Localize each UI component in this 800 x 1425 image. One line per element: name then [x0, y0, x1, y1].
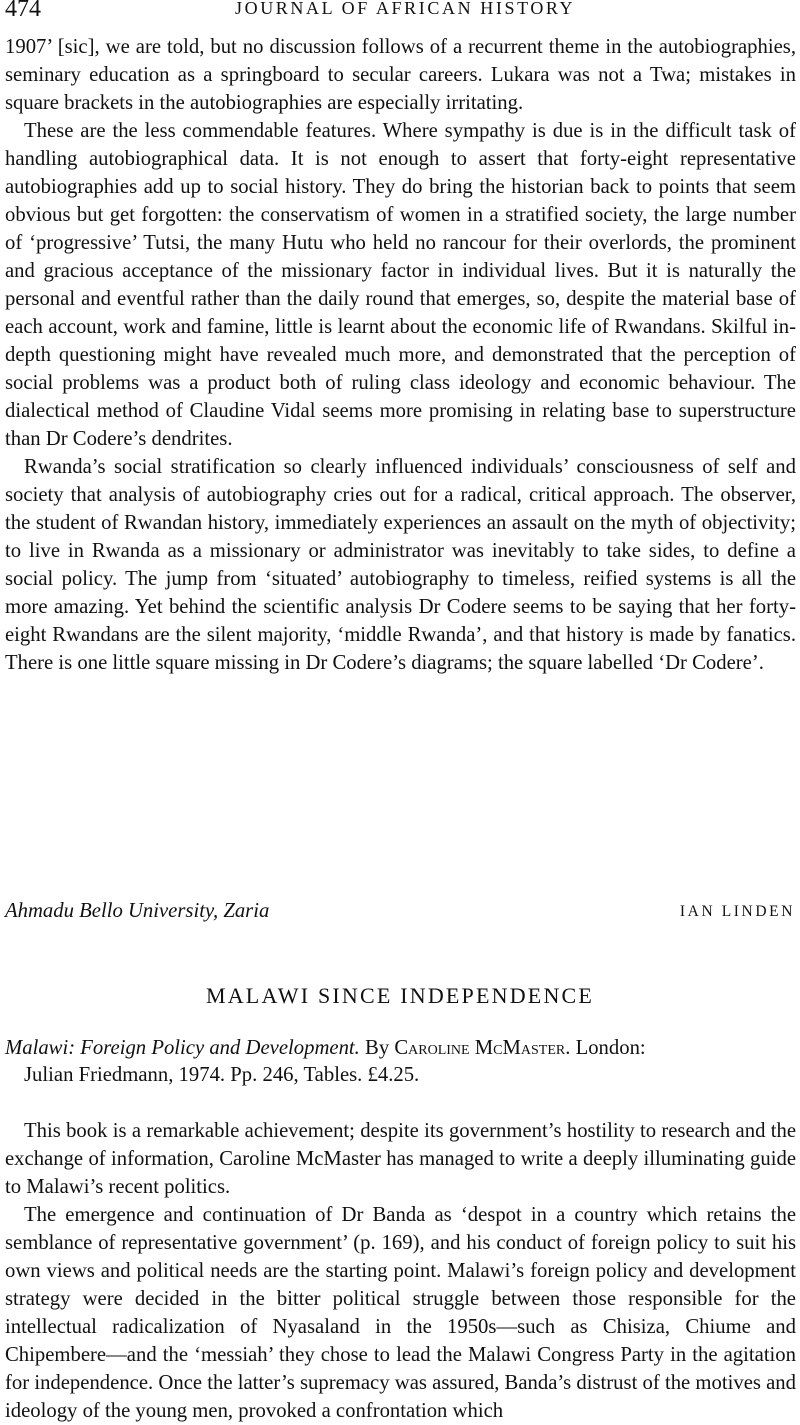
citation-details-1: . London: [565, 1037, 646, 1059]
book-title: Malawi: Foreign Policy and Development. [5, 1037, 360, 1059]
section-heading: MALAWI SINCE INDEPENDENCE [205, 983, 595, 1008]
signature-name: IAN LINDEN [679, 903, 795, 920]
review-2-body [5, 1117, 796, 1425]
review-1-body [5, 33, 796, 677]
book-citation [5, 1035, 796, 1089]
running-head [5, 0, 795, 30]
review-2-paragraph-2: The emergence and continuation of Dr Banda as ‘despot in a country which retains the semblance of representative government’ (p. 169), and his conduct of foreign policy to suit his own views and political needs are the starting point. Malawi’s foreign policy and development strategy were decided in the bitter political struggle between those responsible for the intellectual radicalization of Nyasaland in the 1950s—such as Chisiza, Chiume and Chipembere—and the ‘messiah’ they chose to lead the Malawi Congress Party in the agitation for independence. Once the latter’s supremacy was assured, Banda’s distrust of the motives and ideology of the young men, provoked a confrontation which [5, 1204, 796, 1422]
signature-place: Ahmadu Bello University, Zaria [5, 900, 270, 922]
citation-details-2: Julian Friedmann, 1974. Pp. 246, Tables. £4.25. [24, 1064, 420, 1086]
book-author: Caroline McMaster [394, 1037, 566, 1059]
review-2-paragraph-1: This book is a remarkable achievement; despite its government’s hostility to research and the exchange of information, Caroline McMaster has managed to write a deeply illuminating guide to Malawi’s recent politics. [5, 1120, 796, 1198]
review-1-signature [5, 900, 795, 930]
page-number: 474 [5, 0, 41, 22]
journal-title: JOURNAL OF AFRICAN HISTORY [235, 0, 576, 18]
review-1-paragraph-3: Rwanda’s social stratification so clearly influenced individuals’ consciousness of self and society that analysis of autobiography cries out for a radical, critical approach. The observer, the student of Rwandan history, immediately experiences an assault on the myth of objectivity; to live in Rwanda as a missionary or administrator was inevitably to take sides, to define a social policy. The jump from ‘situated’ autobiography to timeless, reified systems is all the more amazing. Yet behind the scientific analysis Dr Codere seems to be saying that her forty-eight Rwandans are the silent majority, ‘middle Rwanda’, and that history is made by fanatics. There is one little square missing in Dr Codere’s diagrams; the square labelled ‘Dr Codere’. [5, 456, 796, 674]
review-1-paragraph-1: 1907’ [sic], we are told, but no discussion follows of a recurrent theme in the autobiographies, seminary education as a springboard to secular careers. Lukara was not a Twa; mistakes in square brackets in the autobiographies are especially irritating. [5, 36, 796, 114]
citation-by: By [359, 1037, 395, 1059]
review-1-paragraph-2: These are the less commendable features. Where sympathy is due is in the difficult task of handling autobiographical data. It is not enough to assert that forty-eight representative autobiographies add up to social history. They do bring the historian back to points that seem obvious but get forgotten: the conservatism of women in a stratified society, the large number of ‘progressive’ Tutsi, the many Hutu who held no rancour for their overlords, the prominent and gracious acceptance of the missionary factor in individual lives. But it is naturally the personal and eventful rather than the daily round that emerges, so, despite the material base of each account, work and famine, little is learnt about the economic life of Rwandans. Skilful in-depth questioning might have revealed much more, and demonstrated that the perception of social problems was a product both of ruling class ideology and economic behaviour. The dialectical method of Claudine Vidal seems more promising in relating base to superstructure than Dr Codere’s dendrites. [5, 120, 796, 450]
